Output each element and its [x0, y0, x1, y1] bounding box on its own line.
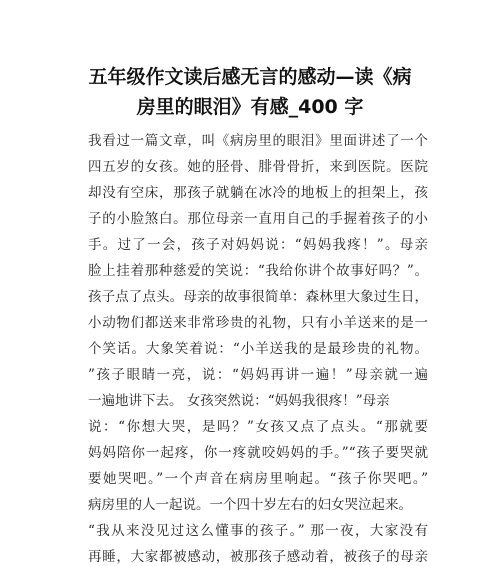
body-line: 孩子点了点头。母亲的故事很简单：森林里大象过生日，	[88, 289, 428, 305]
title-line-2: 房里的眼泪》有感_400 字	[136, 96, 364, 118]
body-line: 我看过一篇文章，叫《病房里的眼泪》里面讲述了一个	[88, 133, 428, 149]
body-line: “我从来没见过这么懂事的孩子。” 那一夜，大家没有	[88, 523, 428, 539]
document-title	[60, 62, 440, 122]
title-line-1: 五年级作文读后感无言的感动—读《病	[88, 66, 412, 88]
body-line: 个笑话。大象笑着说：“小羊送我的是最珍贵的礼物。	[88, 341, 428, 357]
body-line: 却没有空床，那孩子就躺在冰冷的地板上的担架上，孩	[88, 185, 428, 201]
body-line: ”孩子眼睛一亮，说：“妈妈再讲一遍！”母亲就一遍	[88, 367, 428, 383]
body-line: 四五岁的女孩。她的胫骨、腓骨骨折，来到医院。医院	[88, 159, 428, 175]
body-line: 要她哭吧。”一个声音在病房里响起。“孩子你哭吧。”	[88, 471, 428, 487]
body-line: 小动物们都送来非常珍贵的礼物，只有小羊送来的是一	[88, 315, 428, 331]
body-line: 手。过了一会，孩子对妈妈说：“妈妈我疼！”。母亲	[88, 237, 428, 253]
body-line: 说：“你想大哭，是吗？”女孩又点了点头。“那就要	[88, 419, 428, 435]
body-line: 再睡，大家都被感动，被那孩子感动着，被孩子的母亲	[88, 549, 428, 565]
body-line: 妈妈陪你一起疼，你一疼就咬妈妈的手。”“孩子要哭就	[88, 445, 428, 461]
body-line: 一遍地讲下去。 女孩突然说：“妈妈我很疼！”母亲	[88, 393, 390, 409]
document-body	[88, 128, 428, 566]
body-line: 病房里的人一起说。一个四十岁左右的妇女哭泣起来。	[88, 497, 412, 513]
body-line: 脸上挂着那种慈爱的笑说：“我给你讲个故事好吗？”。	[88, 263, 428, 279]
body-line: 子的小脸煞白。那位母亲一直用自己的手握着孩子的小	[88, 211, 428, 227]
